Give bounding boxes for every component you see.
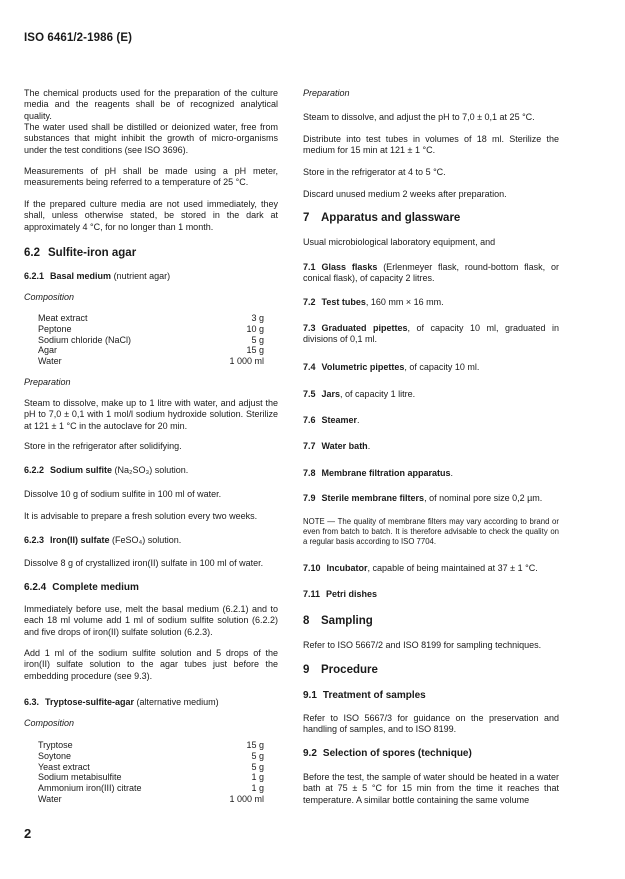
paragraph-prep-d: Discard unused medium 2 weeks after preparation. [303,189,507,199]
document-header: ISO 6461/2-1986 (E) [24,32,133,44]
paragraph-8: Refer to ISO 5667/2 and ISO 8199 for sampling techniques. [303,640,542,650]
paragraph-9-1: Refer to ISO 5667/3 for guidance on the preservation and handling of samples, and to ISO 8199. [303,713,559,735]
item-7-10: 7.10 Incubator, capable of being maintained at 37 ± 1 °C. [303,563,538,573]
item-7-4: 7.4 Volumetric pipettes, of capacity 10 ml. [303,362,480,372]
paragraph-water: The water used shall be distilled or deionized water, free from substances that might inhibit the growth of micro-organisms under the test conditions (see ISO 3696). [24,122,278,155]
paragraph-6-2-3: Dissolve 8 g of crystallized iron(II) sulfate in 100 ml of water. [24,558,264,568]
heading-6-3: 6.3. Tryptose-sulfite-agar (alternative medium) [24,697,219,707]
table-row: Water 1 000 ml [38,356,264,367]
heading-6-2-3: 6.2.3 Iron(II) sulfate (FeSO₄) solution. [24,535,182,545]
preparation-label-2: Preparation [303,88,350,98]
note-membrane-filters: NOTE — The quality of membrane filters may vary according to brand or even from batch to batch. It is therefore advisable to check the quality on a regular basis according to ISO 7704. [303,517,559,546]
paragraph-6-2-4-b: Add 1 ml of the sodium sulfite solution and 5 drops of the iron(II) sulfate solution to the agar tubes just before the embedding procedure (see 9.3). [24,648,278,681]
table-row: Meat extract 3 g [38,313,264,323]
table-row: Ammonium iron(III) citrate 1 g [38,783,264,794]
table-row: Yeast extract 5 g [38,761,264,772]
subsection-number: 6.2.1 [24,271,45,281]
table-row: Peptone 10 g [38,323,264,334]
paragraph-6-2-2-b: It is advisable to prepare a fresh solution every two weeks. [24,511,258,521]
subsection-suffix: (nutrient agar) [111,271,171,281]
heading-6-2-1 [24,271,278,282]
heading-9-1: 9.1 Treatment of samples [303,690,426,701]
paragraph-reagent-quality: The chemical products used for the preparation of the culture media and the reagents shall be of recognized analytical quality. [24,88,278,121]
table-row: Agar 15 g [38,345,264,356]
heading-6-2 [24,247,278,259]
section-number: 6.2 [24,247,40,259]
section-title: Sulfite-iron agar [48,247,137,259]
preparation-label: Preparation [24,377,71,387]
heading-9-2: 9.2 Selection of spores (technique) [303,748,472,759]
table-row: Sodium metabisulfite 1 g [38,772,264,783]
paragraph-prep-c: Store in the refrigerator at 4 to 5 °C. [303,167,446,177]
item-7-7: 7.7 Water bath. [303,441,371,451]
item-7-5: 7.5 Jars, of capacity 1 litre. [303,389,416,399]
paragraph-store-basal: Store in the refrigerator after solidifying. [24,441,182,451]
item-7-6: 7.6 Steamer. [303,415,360,425]
table-row: Tryptose 15 g [38,740,264,750]
paragraph-6-2-4-a: Immediately before use, melt the basal medium (6.2.1) and to each 18 ml volume add 1 ml of sodium sulfite solution (6.2.2) and five drops of iron(II) sulfate solution (6.2.3). [24,604,278,637]
item-7-11: 7.11 Petri dishes [303,589,378,599]
item-7-2: 7.2 Test tubes, 160 mm × 16 mm. [303,297,444,307]
item-7-1: 7.1 Glass flasks (Erlenmeyer flask, round-bottom flask, or conical flask), of capacity 2 litres. [303,262,559,284]
composition-label-2: Composition [24,718,75,728]
table-row: Soytone 5 g [38,750,264,761]
item-7-8: 7.8 Membrane filtration apparatus. [303,468,454,478]
item-7-9: 7.9 Sterile membrane filters, of nominal pore size 0,2 µm. [303,493,543,503]
composition-table-tryptose [24,740,278,805]
heading-9: 9 Procedure [303,664,378,676]
page-number: 2 [24,826,32,841]
composition-table-basal [24,313,278,367]
heading-6-2-2: 6.2.2 Sodium sulfite (Na₂SO₃) solution. [24,465,189,475]
paragraph-prep-a: Steam to dissolve, and adjust the pH to 7,0 ± 0,1 at 25 °C. [303,112,535,122]
table-row: Sodium chloride (NaCl) 5 g [38,334,264,345]
paragraph-preparation-basal: Steam to dissolve, make up to 1 litre with water, and adjust the pH to 7,0 ± 0,1 with 1 mol/l sodium hydroxide solution. Sterilize at 121 ± 1 °C in the autoclave for 20 min. [24,398,278,431]
heading-8: 8 Sampling [303,615,373,627]
paragraph-7-intro: Usual microbiological laboratory equipment, and [303,237,496,247]
heading-6-2-4: 6.2.4 Complete medium [24,582,139,593]
paragraph-prep-b: Distribute into test tubes in volumes of 18 ml. Sterilize the medium for 15 min at 121 ± 1 °C. [303,134,559,156]
heading-7: 7 Apparatus and glassware [303,212,461,224]
paragraph-9-2: Before the test, the sample of water should be heated in a water bath at 75 ± 5 °C for 15 min from the time it reaches that temperature. A similar bottle containing the same volume [303,772,559,805]
paragraph-storage: If the prepared culture media are not used immediately, they shall, unless otherwise stated, be stored in the dark at approximately 4 °C, for no longer than 1 month. [24,199,278,232]
subsection-title: Basal medium [50,271,112,281]
paragraph-ph-measurement: Measurements of pH shall be made using a pH meter, measurements being referred to a temperature of 25 °C. [24,166,278,188]
composition-label: Composition [24,292,75,302]
paragraph-6-2-2-a: Dissolve 10 g of sodium sulfite in 100 ml of water. [24,489,222,499]
table-row: Water 1 000 ml [38,793,264,804]
item-7-3: 7.3 Graduated pipettes, of capacity 10 ml, graduated in divisions of 0,1 ml. [303,323,559,345]
